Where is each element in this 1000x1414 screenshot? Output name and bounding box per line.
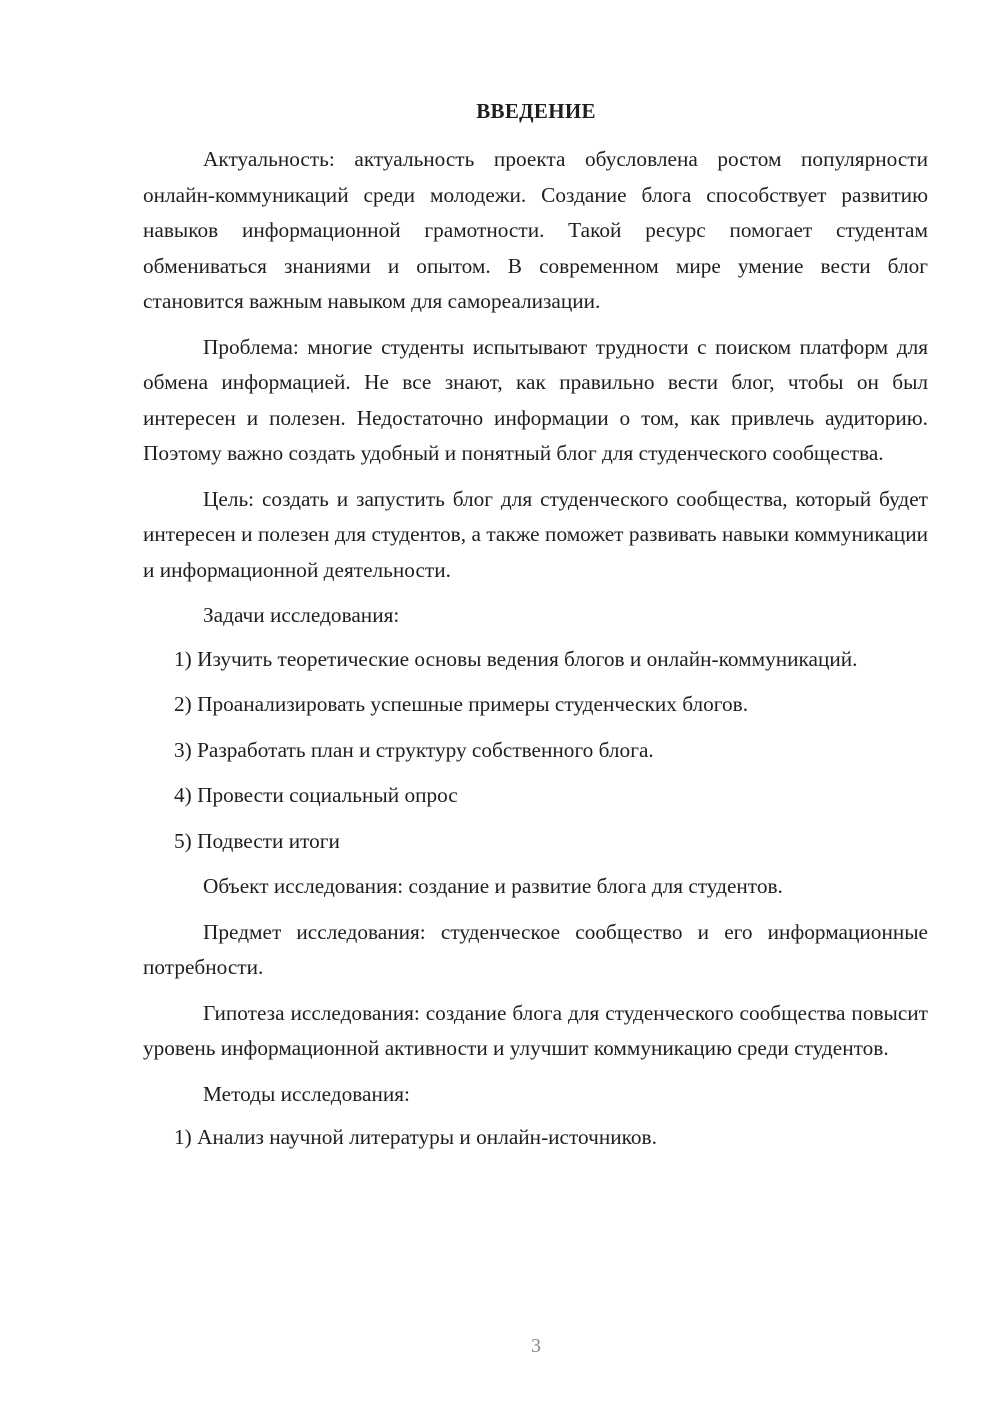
- page-number: 3: [531, 1335, 541, 1357]
- task-item-2: 2) Проанализировать успешные примеры студенческих блогов.: [174, 692, 749, 716]
- task-item-4: 4) Провести социальный опрос: [174, 783, 458, 807]
- paragraph-hypothesis: Гипотеза исследования: создание блога для студенческого сообщества повысит уровень информационной активности и улучшит коммуникацию среди студентов.: [143, 1000, 928, 1060]
- paragraph-relevance: Актуальность: актуальность проекта обусловлена ростом популярности онлайн-коммуникаций среди молодежи. Создание блога способствует развитию навыков информационной грамотности. Такой ресурс помогает студентам обмениваться знаниями и опытом. В современном мире умение вести блог становится важным навыком для самореализации.: [143, 147, 928, 313]
- paragraph-subject: Предмет исследования: студенческое сообщество и его информационные потребности.: [143, 919, 928, 979]
- document-body: [143, 142, 928, 1166]
- task-item-5: 5) Подвести итоги: [174, 828, 340, 853]
- paragraph-problem: Проблема: многие студенты испытывают трудности с поиском платформ для обмена информацией. Не все знают, как правильно вести блог, чтобы он был интересен и полезен. Недостаточно информации о том, как привлечь аудиторию. Поэтому важно создать удобный и понятный блог для студенческого сообщества.: [143, 334, 928, 465]
- methods-heading: Методы исследования:: [203, 1081, 410, 1106]
- tasks-heading: Задачи исследования:: [203, 603, 400, 627]
- paragraph-goal: Цель: создать и запустить блог для студенческого сообщества, который будет интересен и полезен для студентов, а также поможет развивать навыки коммуникации и информационной деятельности.: [143, 486, 928, 582]
- page-title: ВВЕДЕНИЕ: [476, 99, 596, 123]
- method-item-1: 1) Анализ научной литературы и онлайн-источников.: [174, 1125, 657, 1149]
- task-item-3: 3) Разработать план и структуру собственного блога.: [174, 737, 654, 762]
- task-item-1: 1) Изучить теоретические основы ведения блогов и онлайн-коммуникаций.: [174, 646, 858, 671]
- paragraph-object: Объект исследования: создание и развитие блога для студентов.: [203, 874, 783, 898]
